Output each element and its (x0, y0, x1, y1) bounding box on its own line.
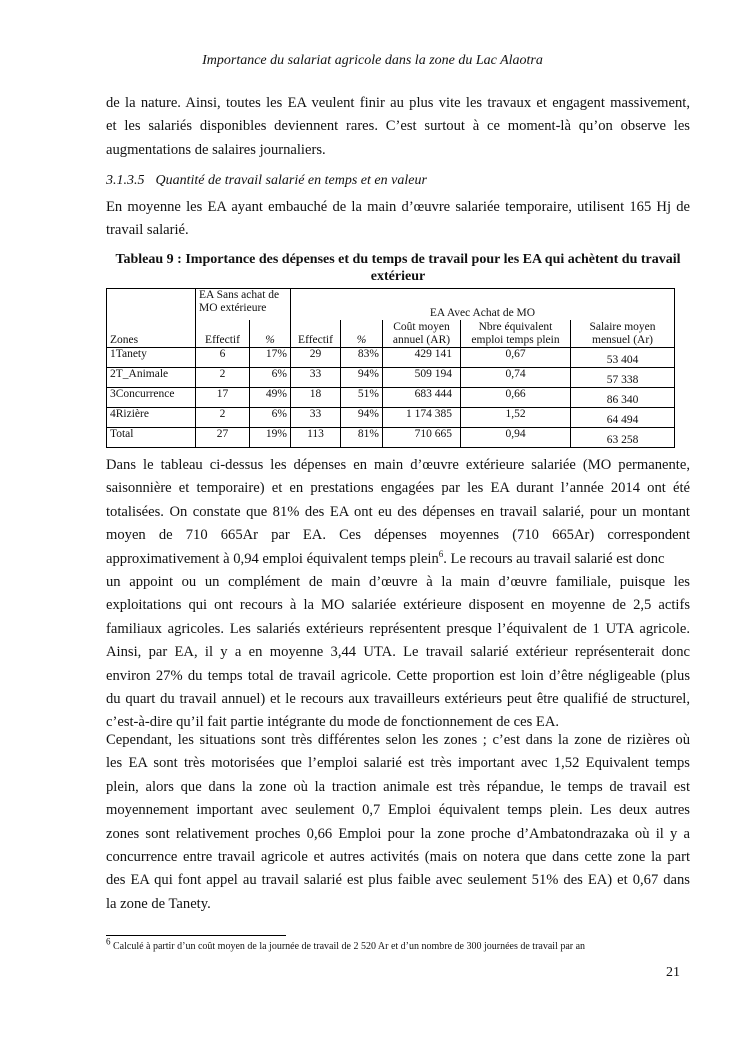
header-group-avec: EA Avec Achat de MO (291, 289, 675, 320)
text-line: saisonnière et temporaire) et en prestations engagées par les EA durant l’année 2014 ont été (106, 480, 690, 497)
cell-sans-pct: 49% (250, 388, 291, 408)
paragraph-1 (106, 92, 690, 162)
table-header-row (107, 320, 675, 348)
cell-avec-effectif: 33 (291, 368, 341, 388)
header-pct: % (250, 320, 291, 348)
text-line (106, 548, 690, 571)
cell-salaire: 64 494 (571, 408, 675, 428)
header-zones: Zones (107, 320, 196, 348)
table-header-row (107, 289, 675, 320)
table-row (107, 428, 675, 448)
text-line: augmentations de salaires journaliers. (106, 141, 326, 158)
cell-avec-pct: 94% (341, 408, 383, 428)
text-line: zones sont relativement proches 0,66 Emploi pour la zone proche d’Ambatondrazaka où il y a (106, 825, 690, 842)
cell-cout: 683 444 (383, 388, 461, 408)
section-heading (106, 173, 690, 189)
cell-nbre: 0,66 (461, 388, 571, 408)
cell-zone: Total (107, 428, 196, 448)
text-line: environ 27% du temps total de travail agricole. Cette proportion est loin d’être négligeable (plus (106, 667, 690, 684)
cell-avec-effectif: 33 (291, 408, 341, 428)
text-line: et les salariés disponibles deviennent rares. C’est surtout à ce moment-là qu’on observe les (106, 118, 690, 135)
cell-nbre: 0,94 (461, 428, 571, 448)
header-effectif: Effectif (196, 320, 250, 348)
cell-cout: 710 665 (383, 428, 461, 448)
cell-avec-pct: 94% (341, 368, 383, 388)
cell-avec-pct: 83% (341, 348, 383, 368)
cell-salaire: 63 258 (571, 428, 675, 448)
text-line: de la nature. Ainsi, toutes les EA veulent finir au plus vite les travaux et engagent massivement, (106, 95, 690, 111)
cell-avec-pct: 81% (341, 428, 383, 448)
section-title: Quantité de travail salarié en temps et en valeur (155, 173, 427, 188)
text-line: moyen de 710 665Ar par EA. Ces dépenses moyennes (710 665Ar) correspondent (106, 527, 690, 544)
header-salaire: Salaire moyen mensuel (Ar) (571, 320, 675, 348)
text-line: totalisées. On constate que 81% des EA ont eu des dépenses en travail salarié, pour un montant (106, 503, 690, 520)
text-line: plein, alors que dans la zone où la traction animale est très répandue, le temps de travail est (106, 778, 690, 795)
text-line: Ainsi, par EA, il y a en moyenne 3,44 UTA. Le travail salarié extérieur représenterait donc (106, 644, 690, 661)
cell-nbre: 0,74 (461, 368, 571, 388)
data-table (106, 288, 675, 448)
text-line: concurrence entre travail agricole et autres activités (mais on notera que dans cette zone la part (106, 849, 690, 866)
text-line: des EA qui font appel au travail salarié est plus faible avec seulement 51% des EA) et 0,67 dans (106, 872, 690, 889)
cell-avec-effectif: 29 (291, 348, 341, 368)
text-line: la zone de Tanety. (106, 895, 211, 912)
footnote-separator (106, 935, 286, 936)
header-group-sans: EA Sans achat de MO extérieure (196, 289, 291, 320)
cell-avec-effectif: 113 (291, 428, 341, 448)
table-caption: Tableau 9 : Importance des dépenses et du temps de travail pour les EA qui achètent du travail extérieur (115, 252, 681, 284)
cell-sans-effectif: 17 (196, 388, 250, 408)
text-line: En moyenne les EA ayant embauché de la main d’œuvre salariée temporaire, utilisent 165 Hj de (106, 199, 690, 215)
cell-salaire: 53 404 (571, 348, 675, 368)
text-fragment: . Le recours au travail salarié est donc (443, 550, 665, 567)
cell-zone: 3Concurrence (107, 388, 196, 408)
page-number: 21 (666, 965, 680, 980)
section-number: 3.1.3.5 (106, 173, 145, 188)
header-nbre: Nbre équivalent emploi temps plein (461, 320, 571, 348)
paragraph-2 (106, 196, 690, 243)
cell-sans-effectif: 6 (196, 348, 250, 368)
cell-sans-effectif: 27 (196, 428, 250, 448)
cell-sans-pct: 6% (250, 408, 291, 428)
table-row (107, 408, 675, 428)
table-row (107, 368, 675, 388)
cell-avec-effectif: 18 (291, 388, 341, 408)
paragraph-4 (106, 729, 690, 916)
text-line: familiaux agricoles. Les salariés extérieurs représentent presque l’équivalent de 1 UTA agricole. (106, 620, 690, 637)
header-pct: % (341, 320, 383, 348)
footnote (106, 936, 586, 952)
text-line: les EA sont très motorisées que l’emploi salarié est très important avec 1,52 Equivalent temps (106, 755, 690, 772)
cell-cout: 1 174 385 (383, 408, 461, 428)
cell-zone: 4Rizière (107, 408, 196, 428)
footnote-mark: 6 (106, 936, 111, 947)
cell-cout: 429 141 (383, 348, 461, 368)
cell-sans-pct: 6% (250, 368, 291, 388)
cell-nbre: 0,67 (461, 348, 571, 368)
cell-sans-effectif: 2 (196, 408, 250, 428)
text-line: exploitations qui ont recours à la MO salariée extérieure disposent en moyenne de 2,5 actifs (106, 597, 690, 614)
paragraph-3 (106, 454, 690, 735)
cell-zone: 2T_Animale (107, 368, 196, 388)
footnote-ref: 6 (438, 548, 444, 559)
text-line: travail salarié. (106, 222, 189, 239)
header-effectif: Effectif (291, 320, 341, 348)
header-cout: Coût moyen annuel (AR) (383, 320, 461, 348)
cell-sans-pct: 17% (250, 348, 291, 368)
footnote-text: Calculé à partir d’un coût moyen de la journée de travail de 2 520 Ar et d’un nombre de 300 journées de travail par an (113, 941, 586, 952)
cell-cout: 509 194 (383, 368, 461, 388)
text-line: Cependant, les situations sont très différentes selon les zones ; c’est dans la zone de rizières où (106, 732, 690, 748)
text-line: un appoint ou un complément de main d’œuvre à la main d’œuvre familiale, puisque les (106, 574, 690, 591)
cell-zone: 1Tanety (107, 348, 196, 368)
text-line: du quart du travail annuel) et le recours aux travailleurs extérieurs peut être qualifié de structurel, (106, 691, 690, 708)
cell-sans-effectif: 2 (196, 368, 250, 388)
text-line: moyennement important avec seulement 0,7 Emploi équivalent temps plein. Les deux autres (106, 802, 690, 819)
table-row (107, 348, 675, 368)
cell-salaire: 57 338 (571, 368, 675, 388)
text-line: Dans le tableau ci-dessus les dépenses en main d’œuvre extérieure salariée (MO permanente, (106, 457, 690, 473)
cell-nbre: 1,52 (461, 408, 571, 428)
text-line: c’est-à-dire qu’il fait partie intégrante du mode de fonctionnement de ces EA. (106, 714, 560, 731)
cell-avec-pct: 51% (341, 388, 383, 408)
running-header: Importance du salariat agricole dans la zone du Lac Alaotra (202, 53, 543, 68)
cell-salaire: 86 340 (571, 388, 675, 408)
text-fragment: approximativement à 0,94 emploi équivalent temps plein (106, 550, 439, 567)
table-row (107, 388, 675, 408)
cell-sans-pct: 19% (250, 428, 291, 448)
